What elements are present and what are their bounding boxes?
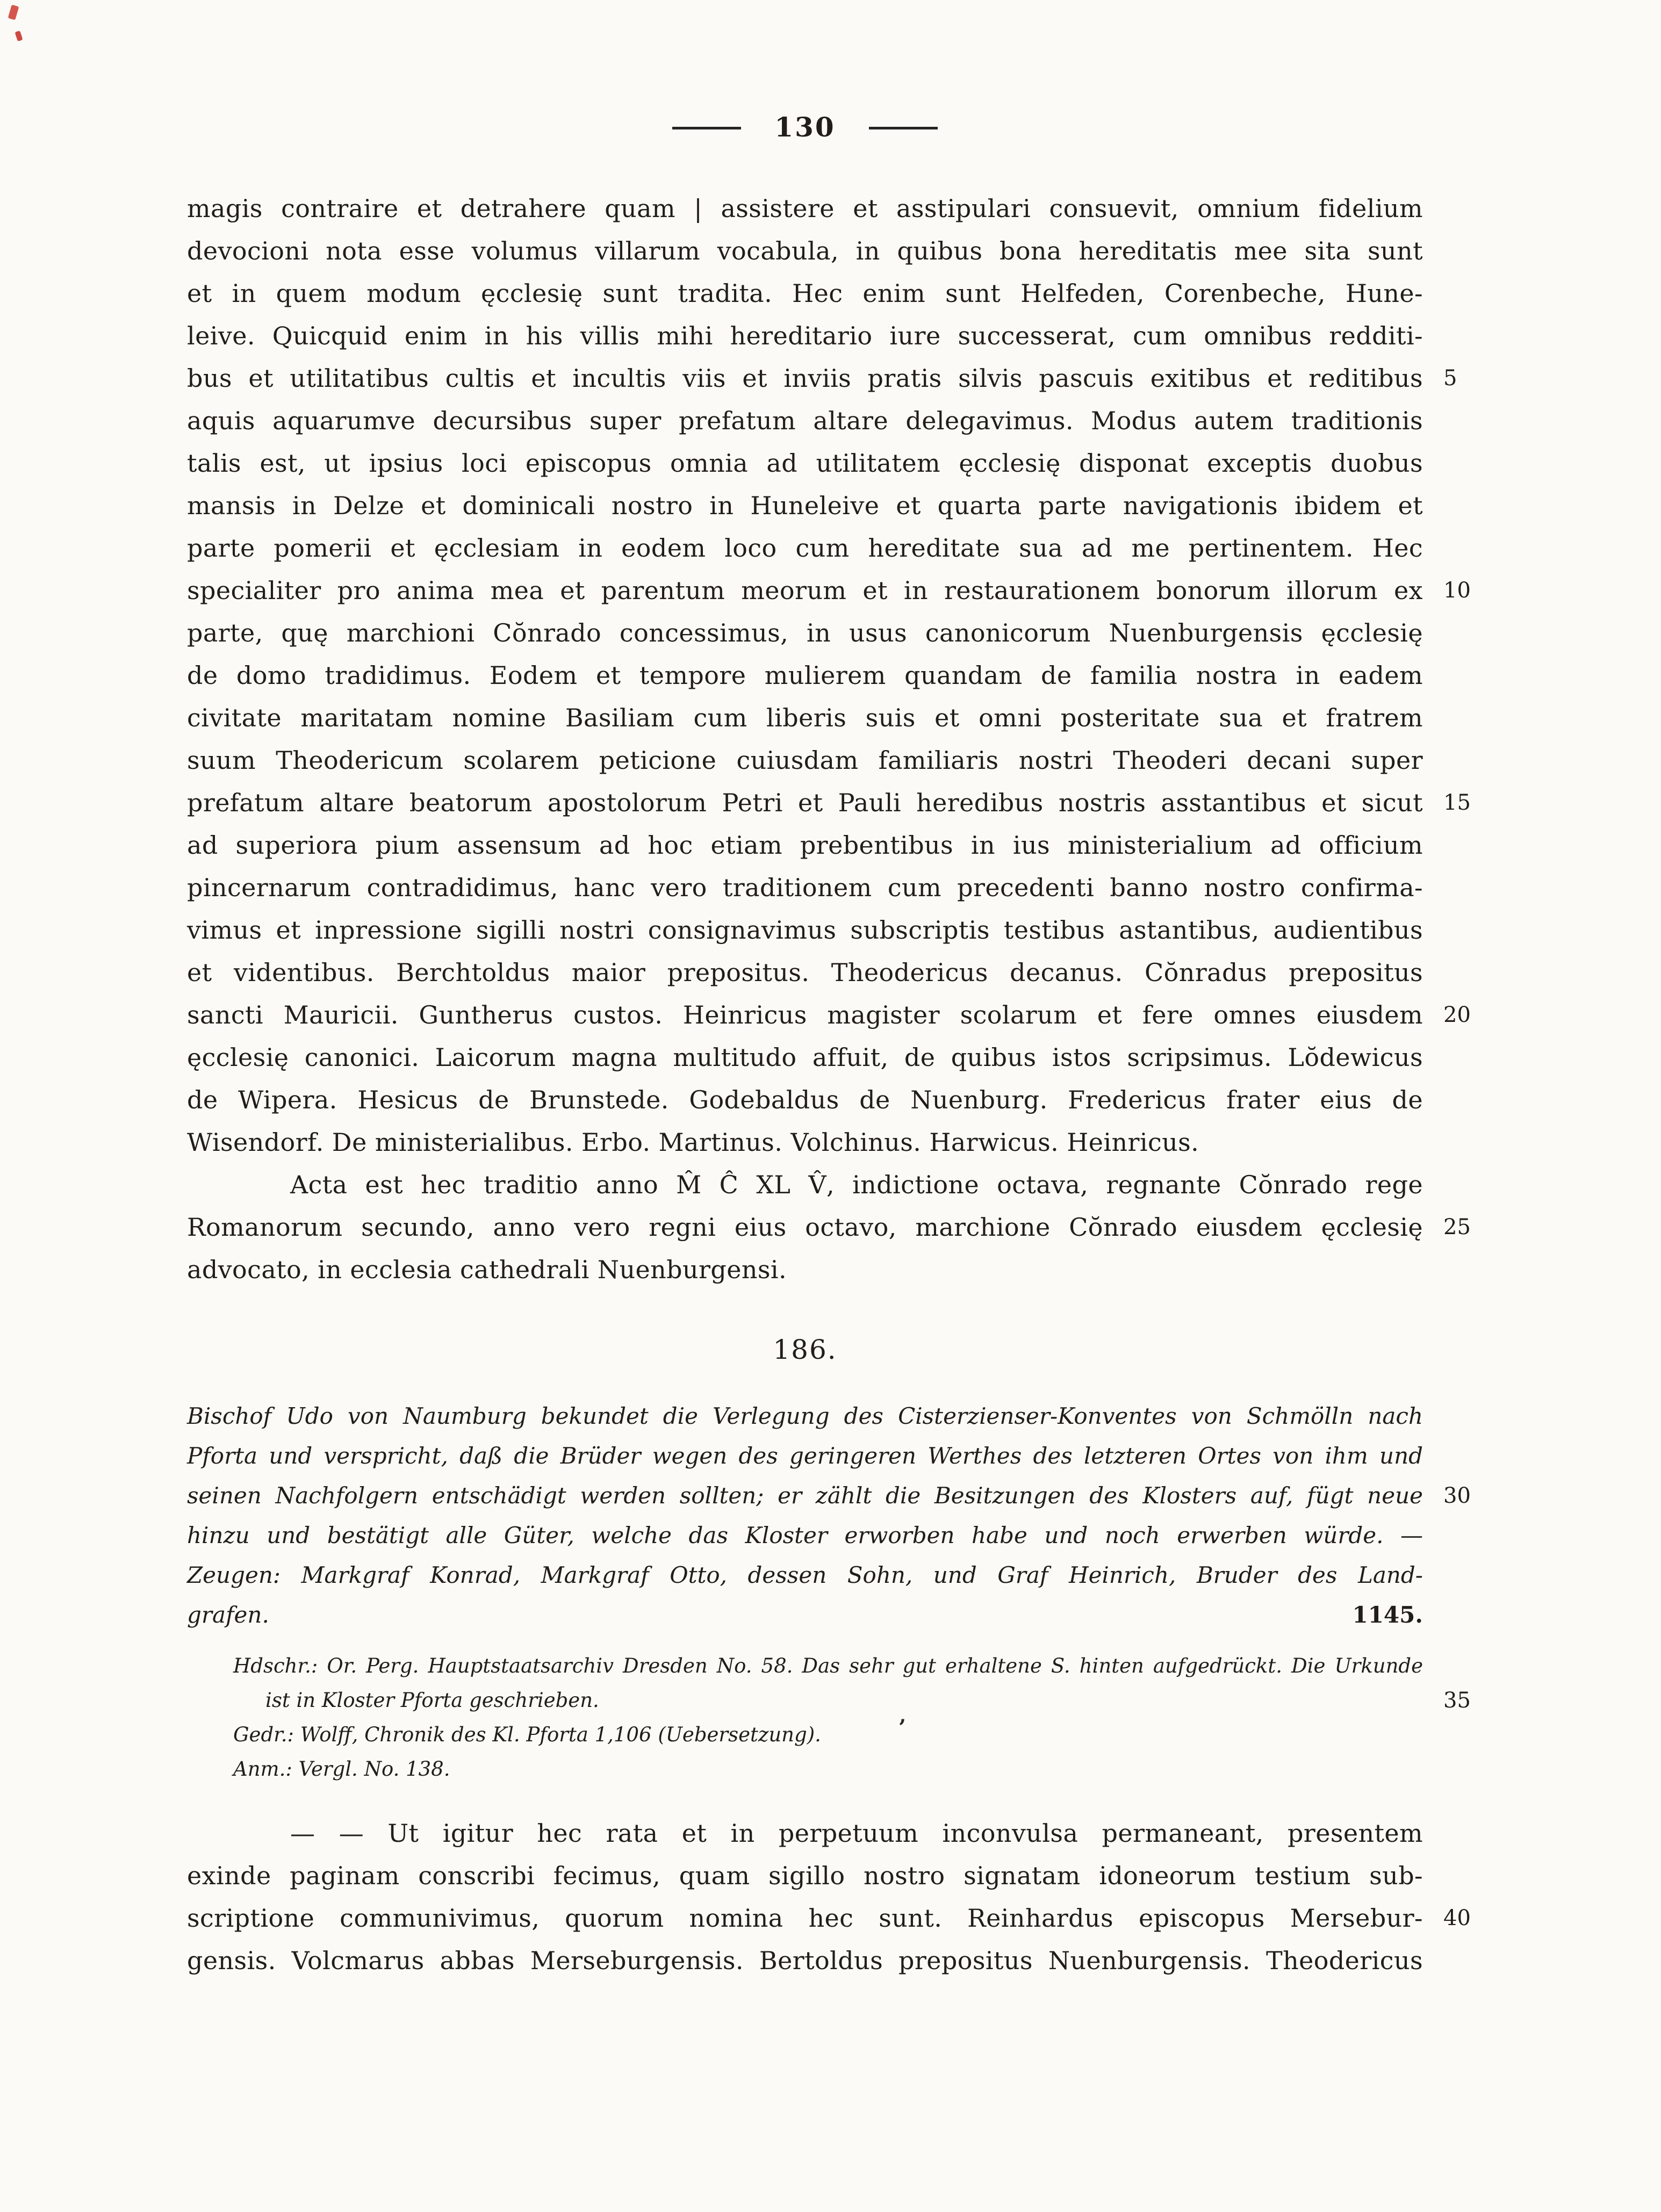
line-text: scriptione communivimus, quorum nomina hec sunt. Reinhardus episcopus Mersebur- bbox=[187, 1904, 1423, 1933]
text-line bbox=[187, 230, 1423, 272]
line-text: parte pomerii et ęcclesiam in eodem loco cum hereditate sua ad me pertinentem. Hec bbox=[187, 534, 1423, 563]
text-line bbox=[187, 739, 1423, 782]
text-line bbox=[187, 485, 1423, 527]
line-text: magis contraire et detrahere quam | assistere et asstipulari consuevit, omnium fidelium bbox=[187, 194, 1423, 223]
line-text: Zeugen: Markgraf Konrad, Markgraf Otto, dessen Sohn, und Graf Heinrich, Bruder des Land- bbox=[187, 1562, 1423, 1588]
text-line bbox=[187, 1249, 1423, 1291]
line-text: Gedr.: Wolff, Chronik des Kl. Pforta 1,106 (Uebersetzung). bbox=[233, 1723, 821, 1746]
charter-continuation-text bbox=[187, 1812, 1471, 1982]
scan-artifact-mark: ’ bbox=[898, 1715, 906, 1740]
text-line bbox=[187, 1079, 1423, 1121]
entry-summary bbox=[187, 1396, 1471, 1595]
text-line bbox=[187, 1812, 1423, 1855]
text-line bbox=[187, 442, 1423, 485]
line-text: vimus et inpressione sigilli nostri consignavimus subscriptis testibus astantibus, audientibus bbox=[187, 916, 1423, 945]
charter-year: 1145. bbox=[1352, 1602, 1423, 1628]
text-line bbox=[187, 1555, 1423, 1595]
line-text: Pforta und verspricht, daß die Brüder wegen des geringeren Werthes des letzteren Ortes von ihm und bbox=[187, 1443, 1423, 1469]
text-line bbox=[187, 1036, 1423, 1079]
red-scan-mark bbox=[15, 31, 23, 41]
line-text: Wisendorf. De ministerialibus. Erbo. Martinus. Volchinus. Harwicus. Heinricus. bbox=[187, 1128, 1199, 1157]
line-text: bus et utilitatibus cultis et incultis viis et inviis pratis silvis pascuis exitibus et reditibus bbox=[187, 364, 1423, 393]
page-number: 130 bbox=[774, 111, 836, 143]
text-line bbox=[187, 1718, 1423, 1752]
text-line bbox=[187, 1752, 1423, 1786]
text-line bbox=[187, 1683, 1471, 1718]
line-text: pincernarum contradidimus, hanc vero traditionem cum precedenti banno nostro confirma- bbox=[187, 873, 1423, 902]
line-text: de Wipera. Hesicus de Brunstede. Godebaldus de Nuenburg. Fredericus frater eius de bbox=[187, 1085, 1423, 1114]
line-text: hinzu und bestätigt alle Güter, welche das Kloster erworben habe und noch erwerben würde. — bbox=[187, 1522, 1423, 1548]
text-line bbox=[187, 612, 1423, 654]
text-line bbox=[187, 1206, 1471, 1249]
line-text: de domo tradidimus. Eodem et tempore mulierem quandam de familia nostra in eadem bbox=[187, 661, 1423, 690]
margin-line-number: 10 bbox=[1443, 578, 1471, 603]
margin-line-number: 25 bbox=[1443, 1215, 1471, 1240]
line-text: Hdschr.: Or. Perg. Hauptstaatsarchiv Dresden No. 58. Das sehr gut erhaltene S. hinten aufgedrückt. Die Urkunde bbox=[233, 1654, 1423, 1677]
line-text: prefatum altare beatorum apostolorum Petri et Pauli heredibus nostris asstantibus et sicut bbox=[187, 788, 1423, 817]
line-text: — — Ut igitur hec rata et in perpetuum inconvulsa permaneant, presentem bbox=[290, 1819, 1423, 1848]
text-line bbox=[187, 570, 1471, 612]
line-text: exinde paginam conscribi fecimus, quam sigillo nostro signatam idoneorum testium sub- bbox=[187, 1861, 1423, 1890]
margin-line-number: 30 bbox=[1443, 1483, 1471, 1508]
line-text: suum Theodericum scolarem peticione cuiusdam familiaris nostri Theoderi decani super bbox=[187, 746, 1423, 775]
margin-line-number: 40 bbox=[1443, 1906, 1471, 1930]
line-text: seinen Nachfolgern entschädigt werden sollten; er zählt die Besitzungen des Klosters auf, fügt neue bbox=[187, 1482, 1423, 1509]
line-text: ad superiora pium assensum ad hoc etiam prebentibus in ius ministerialium ad officium bbox=[187, 831, 1423, 860]
line-text: devocioni nota esse volumus villarum vocabula, in quibus bona hereditatis mee sita sunt bbox=[187, 236, 1423, 265]
line-text: sancti Mauricii. Guntherus custos. Heinricus magister scolarum et fere omnes eiusdem bbox=[187, 1000, 1423, 1029]
header-rule-right bbox=[869, 127, 938, 129]
text-line bbox=[187, 909, 1423, 952]
line-text: ęcclesię canonici. Laicorum magna multitudo affuit, de quibus istos scripsimus. Lŏdewicus bbox=[187, 1043, 1423, 1072]
margin-line-number: 5 bbox=[1443, 366, 1457, 391]
text-column bbox=[187, 0, 1471, 1982]
text-line bbox=[187, 527, 1423, 570]
line-text: Romanorum secundo, anno vero regni eius octavo, marchione Cŏnrado eiusdem ęcclesię bbox=[187, 1213, 1423, 1242]
text-line bbox=[187, 1476, 1471, 1516]
charter-dating-clause bbox=[187, 1164, 1471, 1291]
line-text: Acta est hec traditio anno M̂ Ĉ XL V̂, indictione octava, regnante Cŏnrado rege bbox=[290, 1170, 1423, 1199]
page-header bbox=[187, 110, 1423, 143]
margin-line-number: 20 bbox=[1443, 1003, 1471, 1027]
margin-line-number: 35 bbox=[1443, 1688, 1471, 1713]
source-notes bbox=[187, 1649, 1471, 1786]
line-text: civitate maritatam nomine Basiliam cum liberis suis et omni posteritate sua et fratrem bbox=[187, 703, 1423, 732]
line-text: Anm.: Vergl. No. 138. bbox=[233, 1757, 450, 1781]
text-line bbox=[187, 1516, 1423, 1555]
line-text: talis est, ut ipsius loci episcopus omnia ad utilitatem ęcclesię disponat exceptis duobus bbox=[187, 449, 1423, 478]
line-text: parte, quę marchioni Cŏnrado concessimus, in usus canonicorum Nuenburgensis ęcclesię bbox=[187, 618, 1423, 647]
text-line bbox=[187, 1649, 1423, 1683]
text-line bbox=[187, 697, 1423, 739]
text-line bbox=[187, 400, 1423, 442]
text-line bbox=[187, 272, 1423, 315]
entry-number-heading: 186. bbox=[773, 1334, 837, 1365]
text-line bbox=[187, 1396, 1423, 1436]
line-text: ist in Kloster Pforta geschrieben. bbox=[265, 1689, 599, 1712]
text-line bbox=[187, 654, 1423, 697]
header-rule-left bbox=[672, 127, 741, 129]
text-line bbox=[187, 1855, 1423, 1897]
text-line bbox=[187, 952, 1423, 994]
line-text: leive. Quicquid enim in his villis mihi hereditario iure successerat, cum omnibus redditi- bbox=[187, 321, 1423, 350]
text-line bbox=[187, 1164, 1423, 1206]
text-line bbox=[187, 824, 1423, 867]
red-scan-mark bbox=[8, 5, 19, 20]
line-text: specialiter pro anima mea et parentum meorum et in restaurationem bonorum illorum ex bbox=[187, 576, 1423, 605]
line-text: Bischof Udo von Naumburg bekundet die Verlegung des Cisterzienser-Konventes von Schmölln nach bbox=[187, 1403, 1423, 1429]
text-line bbox=[187, 994, 1471, 1036]
text-line bbox=[187, 782, 1471, 824]
margin-line-number: 15 bbox=[1443, 790, 1471, 815]
summary-last-text: grafen. bbox=[187, 1602, 269, 1628]
text-line bbox=[187, 357, 1457, 400]
line-text: gensis. Volcmarus abbas Merseburgensis. Bertoldus prepositus Nuenburgensis. Theodericus bbox=[187, 1946, 1423, 1975]
line-text: aquis aquarumve decursibus super prefatum altare delegavimus. Modus autem traditionis bbox=[187, 406, 1423, 435]
line-text: et videntibus. Berchtoldus maior prepositus. Theodericus decanus. Cŏnradus prepositus bbox=[187, 958, 1423, 987]
line-text: mansis in Delze et dominicali nostro in Huneleive et quarta parte navigationis ibidem et bbox=[187, 491, 1423, 520]
text-line bbox=[187, 188, 1423, 230]
text-line bbox=[187, 1940, 1423, 1982]
text-line bbox=[187, 1436, 1423, 1476]
charter-body-text bbox=[187, 188, 1471, 1164]
text-line bbox=[187, 1897, 1471, 1940]
text-line bbox=[187, 867, 1423, 909]
line-text: et in quem modum ęcclesię sunt tradita. Hec enim sunt Helfeden, Corenbeche, Hune- bbox=[187, 279, 1423, 308]
line-text: advocato, in ecclesia cathedrali Nuenburgensi. bbox=[187, 1255, 787, 1284]
summary-last-line bbox=[187, 1595, 1423, 1635]
text-line bbox=[187, 1121, 1423, 1164]
text-line bbox=[187, 315, 1423, 357]
